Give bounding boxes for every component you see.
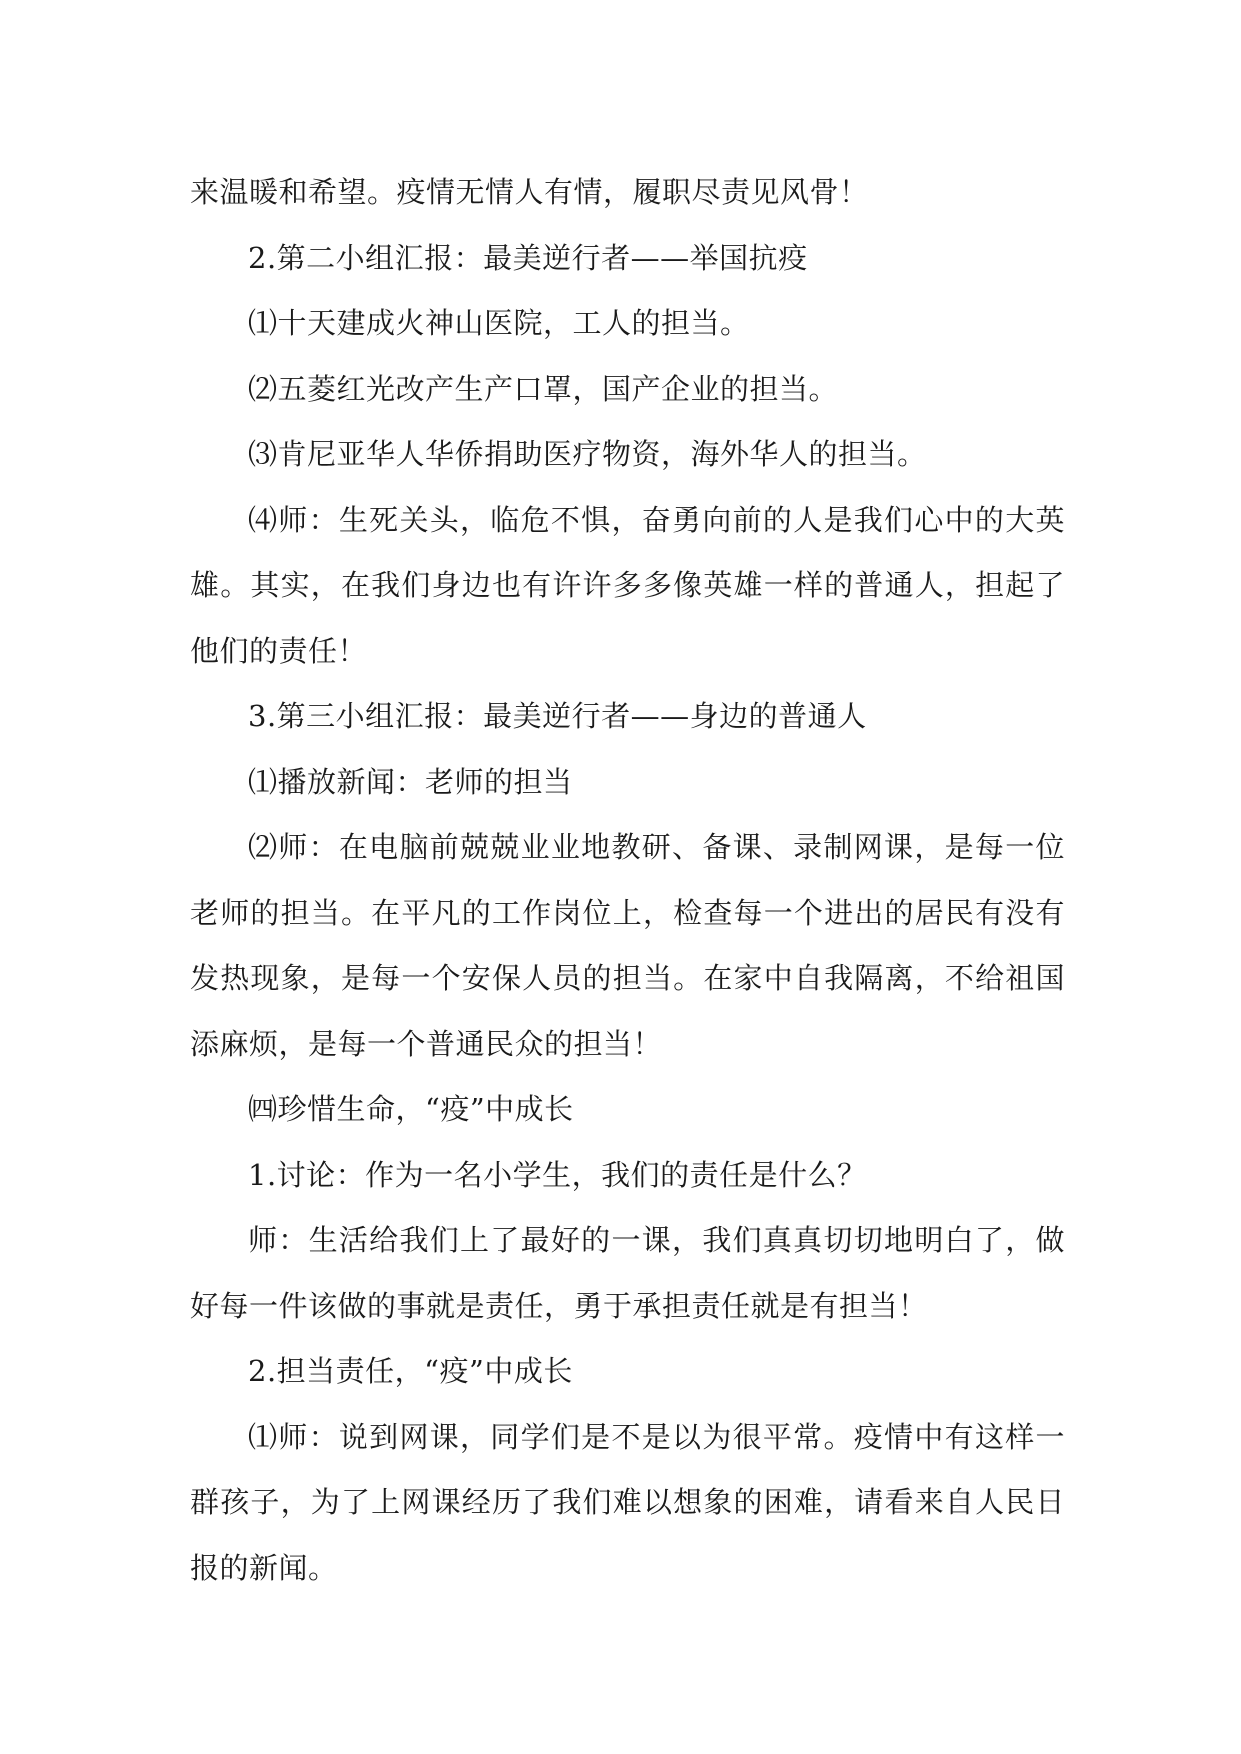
paragraph-group3-item1: ⑴播放新闻：老师的担当 [248, 764, 573, 799]
paragraph-group2-item2: ⑵五菱红光改产生产口罩，国产企业的担当。 [248, 371, 839, 406]
paragraph-group2-item4: ⑷师：生死关头，临危不惧，奋勇向前的人是我们心中的大英雄。其实，在我们身边也有许许多多像英雄一样的普通人，担起了他们的责任！ [190, 502, 1065, 668]
paragraph-group2-item3: ⑶肯尼亚华人华侨捐助医疗物资，海外华人的担当。 [248, 437, 927, 471]
paragraph-group3-heading: 3.第三小组汇报：最美逆行者——身边的普通人 [248, 699, 867, 733]
paragraph-continuation: 来温暖和希望。疫情无情人有情，履职尽责见风骨！ [190, 175, 869, 209]
paragraph-responsibility-heading: 2.担当责任，“疫”中成长 [248, 1354, 573, 1388]
paragraph-discussion: 1.讨论：作为一名小学生，我们的责任是什么？ [248, 1157, 867, 1192]
paragraph-section4-heading: ㈣珍惜生命，“疫”中成长 [248, 1092, 574, 1126]
paragraph-group2-item1: ⑴十天建成火神山医院，工人的担当。 [248, 306, 750, 340]
paragraph-teacher-remark: 师：生活给我们上了最好的一课，我们真真切切地明白了，做好每一件该做的事就是责任，勇于承担责任就是有担当！ [190, 1223, 1065, 1323]
paragraph-group2-heading: 2.第二小组汇报：最美逆行者——举国抗疫 [248, 240, 808, 275]
document-body [190, 160, 1065, 1601]
paragraph-online-class: ⑴师：说到网课，同学们是不是以为很平常。疫情中有这样一群孩子，为了上网课经历了我们难以想象的困难，请看来自人民日报的新闻。 [190, 1419, 1065, 1585]
paragraph-group3-item2: ⑵师：在电脑前兢兢业业地教研、备课、录制网课，是每一位老师的担当。在平凡的工作岗位上，检查每一个进出的居民有没有发热现象，是每一个安保人员的担当。在家中自我隔离，不给祖国添麻烦，是每一个普通民众的担当！ [190, 830, 1065, 1061]
